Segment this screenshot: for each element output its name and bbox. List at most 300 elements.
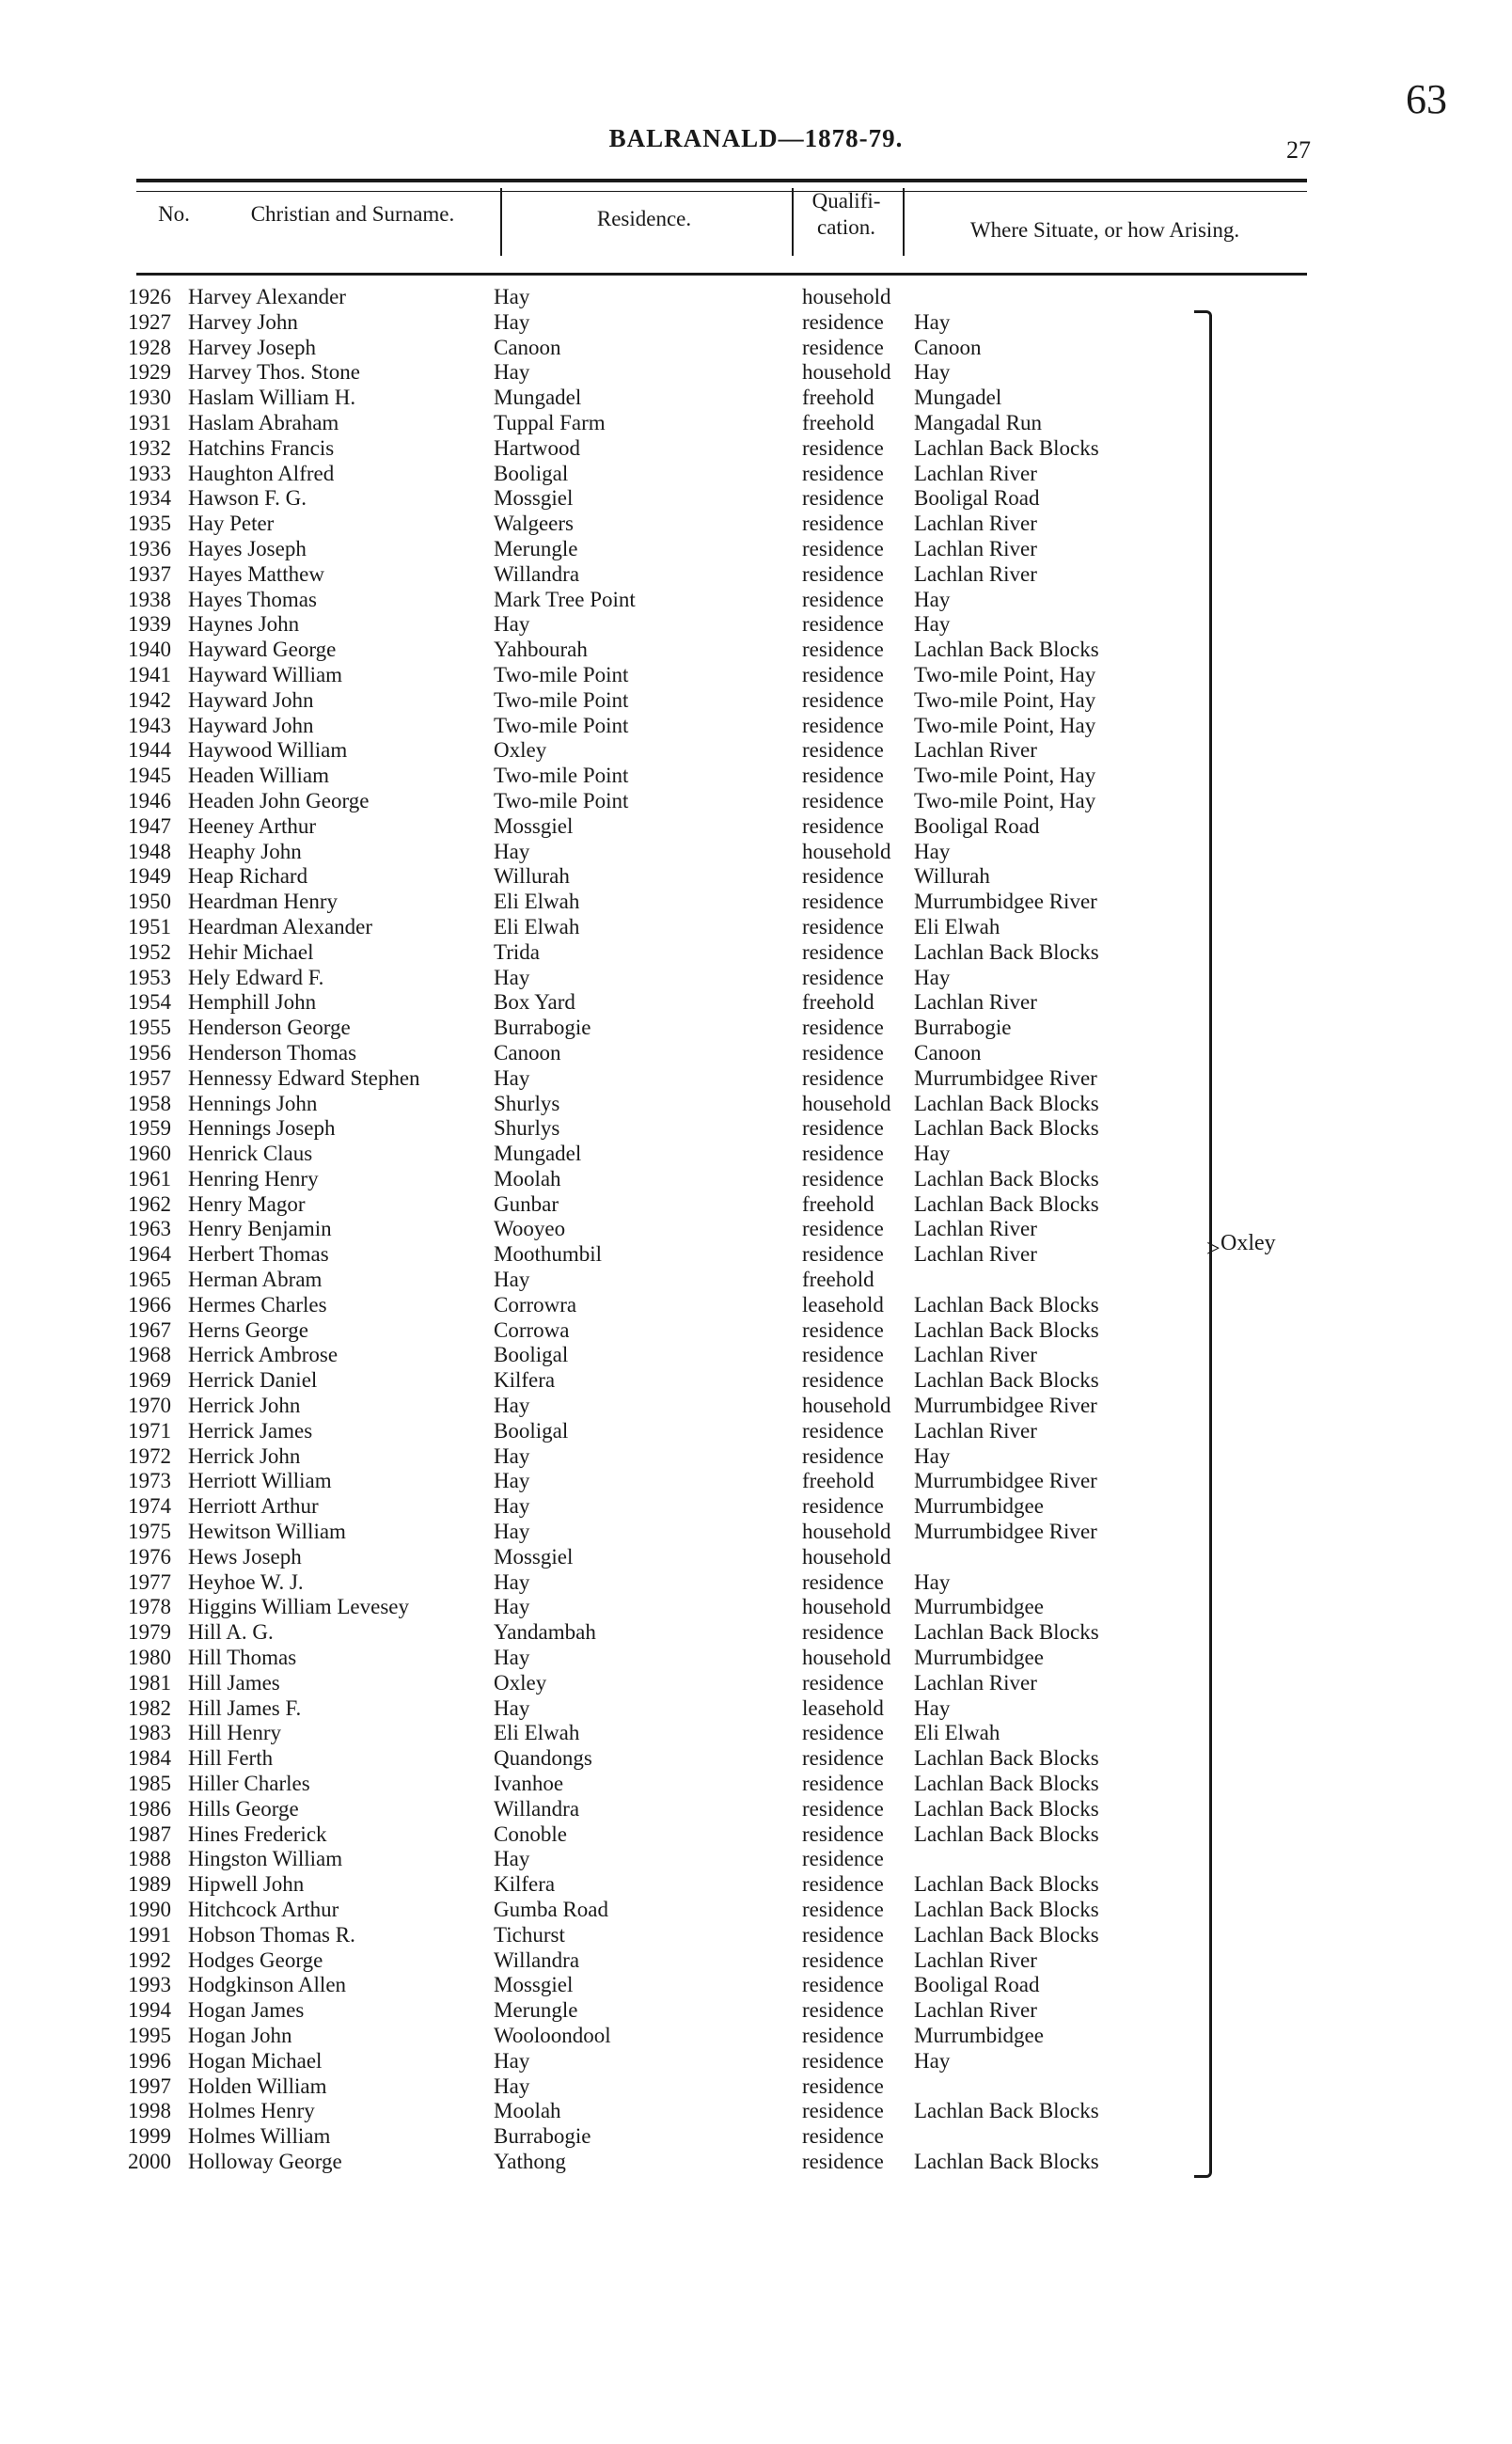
where-situate-cell: Lachlan River [914,738,1037,763]
elector-name: Heyhoe W. J. [188,1569,304,1594]
elector-name: Hogan Michael [188,2048,323,2073]
residence-cell: Willandra [494,1947,580,1972]
table-row [0,840,1512,865]
table-row [0,2150,1512,2175]
elector-name: Hodges George [188,1947,323,1972]
residence-cell: Moolah [494,2099,561,2123]
where-situate-cell: Eli Elwah [914,1721,1000,1745]
row-number: 1927 [128,309,171,334]
row-number: 1926 [128,285,171,308]
table-row [0,864,1512,890]
table-row [0,890,1512,915]
where-situate-cell: Lachlan Back Blocks [914,1746,1099,1771]
where-situate-cell: Hay [914,1569,951,1594]
elector-name: Heap Richard [188,864,308,889]
qualification-cell: household [802,360,891,385]
qualification-cell: household [802,1544,891,1569]
column-divider [500,188,502,256]
where-situate-cell: Hay [914,965,951,989]
table-row [0,1847,1512,1872]
row-number: 1956 [128,1040,171,1064]
table-row [0,462,1512,487]
where-situate-cell: Lachlan River [914,536,1037,560]
table-row [0,1469,1512,1494]
row-number: 1999 [128,2124,171,2149]
residence-cell: Burrabogie [494,2124,591,2149]
table-row [0,1368,1512,1394]
elector-name: Holden William [188,2073,327,2098]
elector-name: Herriott Arthur [188,1494,319,1519]
where-situate-cell: Lachlan River [914,561,1037,586]
residence-cell: Moothumbil [494,1242,603,1267]
row-number: 1980 [128,1646,171,1670]
qualification-cell: residence [802,1947,884,1972]
where-situate-cell: Two-mile Point, Hay [914,788,1096,812]
where-situate-cell: Lachlan River [914,461,1037,485]
elector-name: Hayes Matthew [188,561,324,586]
qualification-cell: residence [802,1922,884,1947]
where-situate-cell: Lachlan Back Blocks [914,1872,1099,1897]
elector-name: Heardman Henry [188,890,339,914]
row-number: 1982 [128,1695,171,1720]
qualification-cell: household [802,1520,891,1544]
residence-cell: Mungadel [494,386,582,410]
residence-cell: Corrowra [494,1292,577,1317]
qualification-cell: residence [802,587,884,611]
residence-cell: Booligal [494,1343,569,1367]
where-situate-cell: Lachlan Back Blocks [914,1368,1099,1393]
residence-cell: Two-mile Point [494,713,629,737]
where-situate-cell: Canoon [914,335,982,359]
elector-name: Headen John George [188,788,370,812]
where-situate-cell: Booligal Road [914,486,1040,511]
where-situate-cell: Lachlan Back Blocks [914,1191,1099,1216]
elector-name: Hay Peter [188,512,275,536]
elector-name: Hills George [188,1796,299,1821]
elector-name: Hill A. G. [188,1620,274,1645]
residence-cell: Hay [494,1394,530,1418]
row-number: 1983 [128,1721,171,1745]
table-row [0,663,1512,688]
residence-cell: Hay [494,612,530,637]
page-title: BALRANALD—1878-79. [608,124,904,152]
residence-cell: Mossgiel [494,486,574,511]
residence-cell: Tichurst [494,1922,565,1947]
qualification-cell: residence [802,2099,884,2123]
where-situate-cell: Lachlan Back Blocks [914,1166,1099,1190]
row-number: 1979 [128,1620,171,1645]
residence-cell: Gumba Road [494,1898,609,1921]
row-number: 1962 [128,1191,171,1216]
qualification-cell: residence [802,1242,884,1267]
row-number: 1928 [128,335,171,359]
elector-name: Henry Benjamin [188,1217,332,1241]
row-number: 1974 [128,1494,171,1519]
row-number: 1935 [128,512,171,536]
where-situate-cell: Lachlan Back Blocks [914,1898,1099,1921]
row-number: 1933 [128,461,171,485]
table-row [0,789,1512,814]
district-label: Oxley [1221,1231,1276,1255]
elector-name: Hill James F. [188,1695,302,1720]
where-situate-cell: Lachlan Back Blocks [914,1620,1099,1645]
qualification-cell: freehold [802,1469,874,1493]
qualification-cell: residence [802,1142,884,1166]
elector-name: Holmes Henry [188,2099,315,2123]
qualification-cell: residence [802,561,884,586]
qualification-cell: residence [802,1116,884,1141]
elector-name: Herman Abram [188,1268,323,1292]
table-row [0,1016,1512,1041]
qualification-cell: household [802,285,891,308]
qualification-cell: residence [802,890,884,914]
row-number: 1948 [128,839,171,863]
residence-cell: Hay [494,1847,530,1871]
table-row [0,1898,1512,1923]
qualification-cell: residence [802,461,884,485]
qualification-cell: residence [802,1721,884,1745]
elector-name: Hermes Charles [188,1292,327,1317]
elector-name: Hayward George [188,638,337,662]
residence-cell: Ivanhoe [494,1772,564,1796]
elector-name: Herrick Ambrose [188,1343,339,1367]
row-number: 1938 [128,587,171,611]
header-residence: Residence. [596,207,692,230]
where-situate-cell: Two-mile Point, Hay [914,764,1096,788]
where-situate-cell: Hay [914,1142,951,1166]
table-row [0,2074,1512,2100]
where-situate-cell: Lachlan Back Blocks [914,2099,1099,2123]
elector-name: Henrick Claus [188,1142,313,1166]
header-name: Christian and Surname. [250,202,455,226]
residence-cell: Mark Tree Point [494,587,636,611]
elector-name: Haslam William H. [188,386,356,410]
row-number: 1967 [128,1317,171,1342]
residence-cell: Hay [494,965,530,989]
residence-cell: Trida [494,939,540,964]
table-row [0,1444,1512,1470]
where-situate-cell: Eli Elwah [914,914,1000,938]
table-row [0,1746,1512,1772]
qualification-cell: residence [802,638,884,662]
residence-cell: Shurlys [494,1091,560,1115]
where-situate-cell: Murrumbidgee River [914,890,1097,914]
residence-cell: Wooyeo [494,1217,566,1241]
qualification-cell: household [802,1595,891,1619]
row-number: 1990 [128,1898,171,1921]
elector-name: Hemphill John [188,990,317,1015]
elector-name: Haynes John [188,612,300,637]
where-situate-cell: Murrumbidgee [914,1494,1044,1519]
where-situate-cell: Lachlan River [914,1242,1037,1267]
table-row [0,940,1512,966]
elector-name: Herbert Thomas [188,1242,329,1267]
residence-cell: Hartwood [494,435,580,460]
table-row [0,1772,1512,1797]
elector-name: Hayward William [188,662,343,686]
elector-name: Henring Henry [188,1166,319,1190]
table-row [0,1620,1512,1646]
row-number: 1954 [128,990,171,1015]
qualification-cell: residence [802,965,884,989]
table-row [0,1721,1512,1746]
table-row [0,562,1512,588]
where-situate-cell: Lachlan Back Blocks [914,1091,1099,1115]
where-situate-cell: Hay [914,839,951,863]
elector-name: Herns George [188,1317,308,1342]
elector-name: Hayward John [188,687,314,712]
table-row [0,1696,1512,1722]
residence-cell: Yathong [494,2149,566,2173]
where-situate-cell: Hay [914,1695,951,1720]
elector-name: Harvey Alexander [188,285,346,308]
table-row [0,336,1512,361]
row-number: 1997 [128,2073,171,2098]
residence-cell: Two-mile Point [494,687,629,712]
qualification-cell: residence [802,486,884,511]
residence-cell: Merungle [494,536,578,560]
table-row [0,486,1512,512]
qualification-cell: residence [802,1821,884,1846]
table-row [0,360,1512,386]
where-situate-cell: Lachlan Back Blocks [914,1116,1099,1141]
table-row [0,310,1512,336]
where-situate-cell: Hay [914,309,951,334]
elector-name: Henry Magor [188,1191,306,1216]
residence-cell: Eli Elwah [494,1721,580,1745]
elector-name: Hennings John [188,1091,318,1115]
table-row [0,1494,1512,1520]
residence-cell: Oxley [494,1670,547,1695]
qualification-cell: residence [802,1494,884,1519]
elector-name: Heardman Alexander [188,914,373,938]
where-situate-cell: Lachlan River [914,1947,1037,1972]
row-number: 1949 [128,864,171,889]
residence-cell: Hay [494,1494,530,1519]
qualification-cell: residence [802,1443,884,1468]
row-number: 1998 [128,2099,171,2123]
qualification-cell: residence [802,1746,884,1771]
table-row [0,1217,1512,1242]
elector-name: Harvey John [188,309,298,334]
table-row [0,1646,1512,1671]
qualification-cell: residence [802,512,884,536]
table-row [0,1520,1512,1545]
table-row [0,1192,1512,1218]
residence-cell: Kilfera [494,1872,556,1897]
table-row [0,1595,1512,1620]
row-number: 1972 [128,1443,171,1468]
header-qualification: Qualifi- cation. [811,189,881,239]
where-situate-cell: Lachlan River [914,1418,1037,1443]
row-number: 1946 [128,788,171,812]
residence-cell: Hay [494,2073,530,2098]
qualification-cell: freehold [802,386,874,410]
qualification-cell: residence [802,2023,884,2047]
qualification-cell: residence [802,1998,884,2023]
table-row [0,1419,1512,1444]
table-row [0,1872,1512,1898]
qualification-cell: residence [802,1796,884,1821]
table-row [0,612,1512,638]
qualification-cell: household [802,1394,891,1418]
row-number: 1958 [128,1091,171,1115]
elector-name: Higgins William Levesey [188,1595,409,1619]
where-situate-cell: Lachlan River [914,1217,1037,1241]
elector-name: Hobson Thomas R. [188,1922,355,1947]
residence-cell: Yandambah [494,1620,596,1645]
table-row [0,1066,1512,1092]
row-number: 1977 [128,1569,171,1594]
residence-cell: Hay [494,2048,530,2073]
where-situate-cell: Hay [914,2048,951,2073]
elector-name: Herriott William [188,1469,332,1493]
table-row [0,1545,1512,1570]
residence-cell: Kilfera [494,1368,556,1393]
qualification-cell: residence [802,1418,884,1443]
table-row [0,1268,1512,1293]
row-number: 1987 [128,1821,171,1846]
elector-name: Headen William [188,764,330,788]
qualification-cell: residence [802,536,884,560]
elector-name: Hennings Joseph [188,1116,336,1141]
qualification-cell: residence [802,662,884,686]
row-number: 1993 [128,1973,171,1997]
row-number: 1978 [128,1595,171,1619]
row-number: 1963 [128,1217,171,1241]
where-situate-cell: Lachlan River [914,990,1037,1015]
table-row [0,1092,1512,1117]
row-number: 1932 [128,435,171,460]
qualification-cell: residence [802,864,884,889]
qualification-cell: household [802,839,891,863]
row-number: 1971 [128,1418,171,1443]
qualification-cell: residence [802,2149,884,2173]
elector-name: Hehir Michael [188,939,314,964]
header-bottom-rule [136,273,1307,276]
row-number: 1937 [128,561,171,586]
elector-name: Hogan John [188,2023,292,2047]
where-situate-cell: Willurah [914,864,990,889]
row-number: 1936 [128,536,171,560]
row-number: 1952 [128,939,171,964]
residence-cell: Hay [494,839,530,863]
qualification-cell: residence [802,1317,884,1342]
table-row [0,1671,1512,1696]
row-number: 1988 [128,1847,171,1871]
elector-name: Hatchins Francis [188,435,335,460]
elector-name: Haughton Alfred [188,461,335,485]
qualification-cell: leasehold [802,1695,884,1720]
where-situate-cell: Canoon [914,1040,982,1064]
row-number: 1955 [128,1016,171,1040]
table-row [0,537,1512,562]
row-number: 1939 [128,612,171,637]
qualification-cell: residence [802,1040,884,1064]
where-situate-cell: Mungadel [914,386,1002,410]
table-row [0,2099,1512,2124]
row-number: 1961 [128,1166,171,1190]
table-row [0,1242,1512,1268]
residence-cell: Willandra [494,1796,580,1821]
column-divider [903,188,905,256]
table-row [0,714,1512,739]
residence-cell: Hay [494,1443,530,1468]
qualification-cell: household [802,1646,891,1670]
row-number: 1965 [128,1268,171,1292]
residence-cell: Two-mile Point [494,788,629,812]
elector-name: Harvey Thos. Stone [188,360,360,385]
table-row [0,436,1512,462]
residence-cell: Moolah [494,1166,561,1190]
residence-cell: Conoble [494,1821,567,1846]
qualification-cell: freehold [802,1191,874,1216]
row-number: 1969 [128,1368,171,1393]
where-situate-cell: Booligal Road [914,813,1040,838]
row-number: 1964 [128,1242,171,1267]
qualification-cell: residence [802,2073,884,2098]
row-number: 1945 [128,764,171,788]
sub-page-number: 27 [1286,136,1311,164]
qualification-cell: residence [802,914,884,938]
residence-cell: Eli Elwah [494,890,580,914]
table-row [0,1116,1512,1142]
qualification-cell: residence [802,1772,884,1796]
row-number: 1931 [128,410,171,434]
residence-cell: Shurlys [494,1116,560,1141]
elector-name: Herrick John [188,1394,301,1418]
where-situate-cell: Lachlan River [914,1670,1037,1695]
top-rule-thin [136,191,1307,192]
qualification-cell: residence [802,1973,884,1997]
elector-name: Henderson George [188,1016,351,1040]
qualification-cell: residence [802,1217,884,1241]
where-situate-cell: Murrumbidgee [914,1646,1044,1670]
row-number: 1991 [128,1922,171,1947]
table-row [0,738,1512,764]
where-situate-cell: Murrumbidgee [914,2023,1044,2047]
table-row [0,588,1512,613]
row-number: 1934 [128,486,171,511]
qualification-cell: residence [802,2124,884,2149]
qualification-cell: residence [802,1065,884,1090]
table-row [0,915,1512,940]
qualification-cell: residence [802,1569,884,1594]
where-situate-cell: Lachlan Back Blocks [914,1292,1099,1317]
where-situate-cell: Murrumbidgee River [914,1469,1097,1493]
table-row [0,1797,1512,1822]
residence-cell: Hay [494,1520,530,1544]
row-number: 1985 [128,1772,171,1796]
top-rule-thick [136,179,1307,182]
row-number: 1986 [128,1796,171,1821]
where-situate-cell: Lachlan Back Blocks [914,1796,1099,1821]
row-number: 1973 [128,1469,171,1493]
row-number: 1994 [128,1998,171,2023]
residence-cell: Mossgiel [494,1544,574,1569]
elector-name: Hitchcock Arthur [188,1898,339,1921]
row-number: 1981 [128,1670,171,1695]
header-where: Where Situate, or how Arising. [969,218,1240,242]
row-number: 1968 [128,1343,171,1367]
table-row [0,1041,1512,1066]
residence-cell: Hay [494,1595,530,1619]
table-row [0,2049,1512,2074]
where-situate-cell: Two-mile Point, Hay [914,687,1096,712]
residence-cell: Booligal [494,461,569,485]
table-row [0,764,1512,789]
residence-cell: Canoon [494,335,561,359]
